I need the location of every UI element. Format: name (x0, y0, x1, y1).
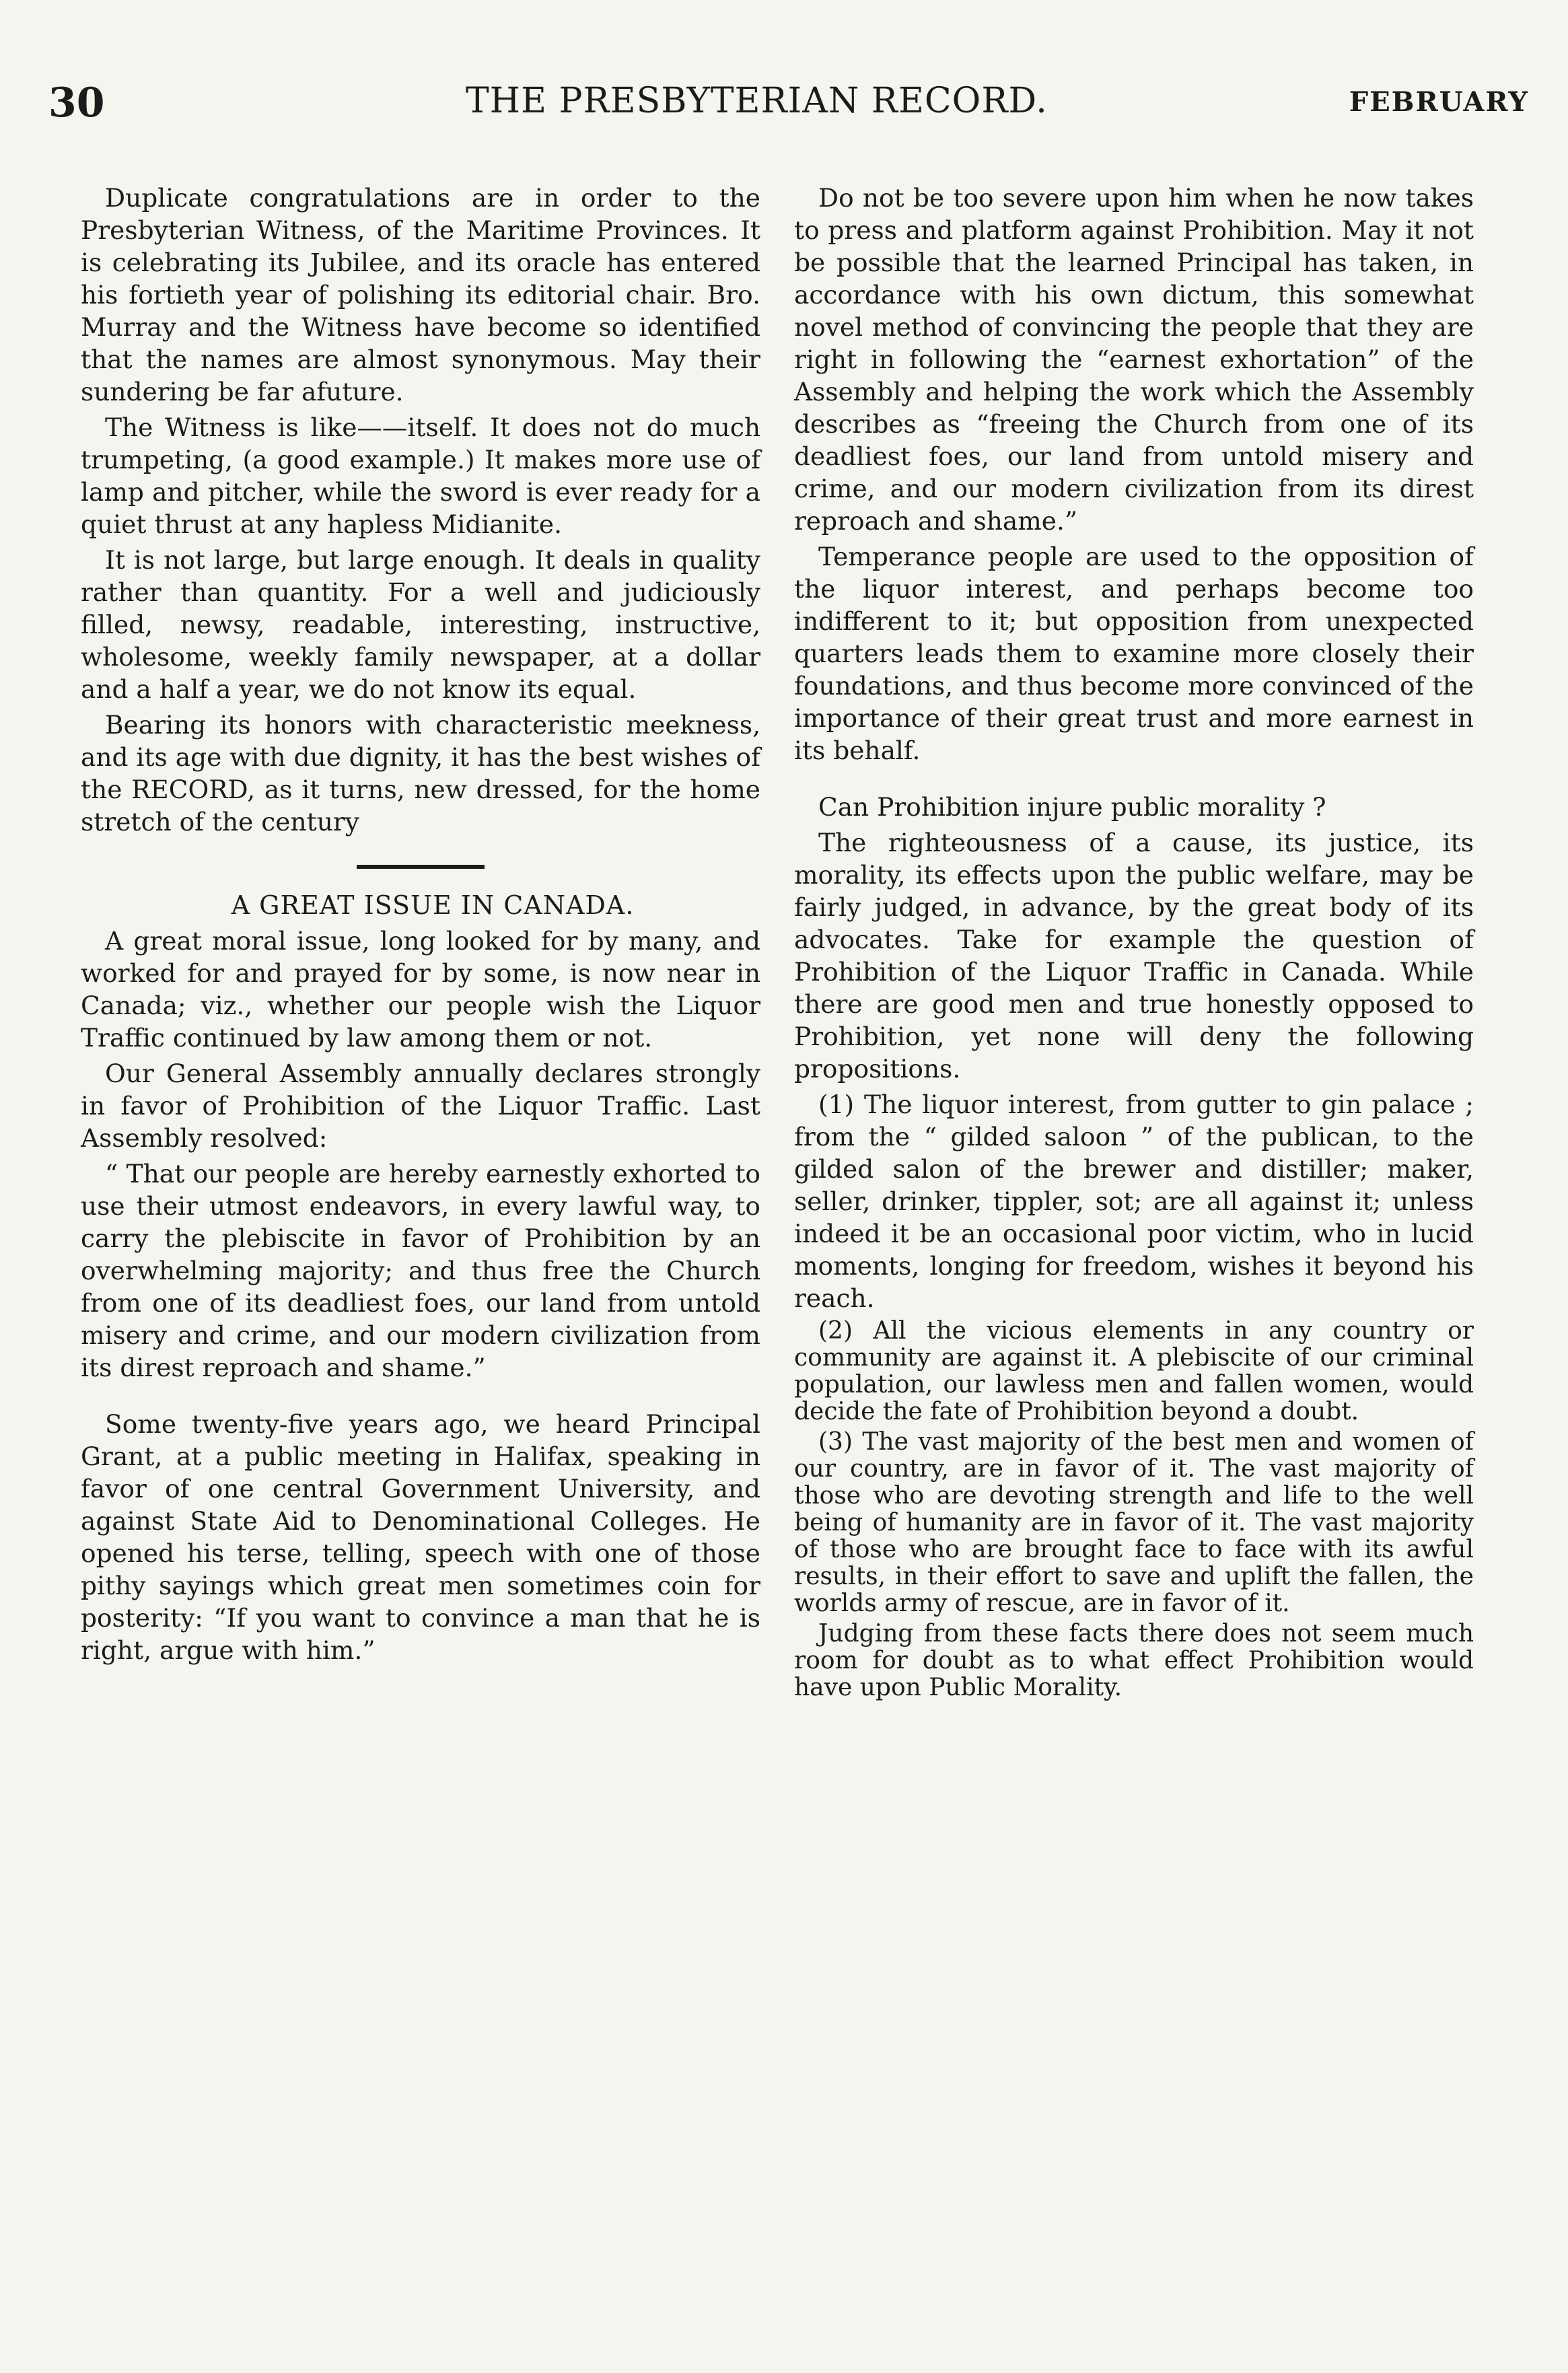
paragraph: It is not large, but large enough. It deals in quality rather than quantity. For a well and judiciously filled, newsy, readable, interesting, instructive, wholesome, weekly family newspaper, at a dollar and a half a year, we do not know its equal. (81, 545, 760, 704)
proposition-3: (3) The vast majority of the best men and women of our country, are in favor of it. The vast majority of those who are devoting strength and life to the well being of humanity are in favor of it. The vast majority of those who are brought face to face with its awful results, in their effort to save and uplift the fallen, the worlds army of rescue, are in favor of it. (794, 1428, 1474, 1617)
paragraph: Our General Assembly annually declares strongly in favor of Prohibition of the Liquor Traffic. Last Assembly resolved: (81, 1059, 760, 1153)
section-title: A GREAT ISSUE IN CANADA. (231, 890, 635, 920)
paragraph: A great moral issue, long looked for by many, and worked for and prayed for by some, is now near in Canada; viz., whether our people wish the Liquor Traffic continued by law among them or not. (81, 926, 760, 1053)
subheading-question: Can Prohibition injure public morality ? (818, 792, 1326, 822)
paragraph: Bearing its honors with characteristic meekness, and its age with due dignity, it has the best wishes of the RECORD, as it turns, new dressed, for the home stretch of the century (81, 710, 760, 837)
left-column (81, 182, 760, 1666)
right-column (794, 182, 1474, 1701)
proposition-1: (1) The liquor interest, from gutter to gin palace ; from the “ gilded saloon ” of the publican, to the gilded salon of the brewer and distiller; maker, seller, drinker, tippler, sot; are all against it; unless indeed it be an occasional poor victim, who in lucid moments, longing for freedom, wishes it beyond his reach. (794, 1090, 1474, 1313)
paragraph: Do not be too severe upon him when he now takes to press and platform against Prohibition. May it not be possible that the learned Principal has taken, in accordance with his own dictum, this somewhat novel method of convincing the people that they are right in following the “earnest exhortation” of the Assembly and helping the work which the Assembly describes as “freeing the Church from one of its deadliest foes, our land from untold misery and crime, and our modern civilization from its direst reproach and shame.” (794, 183, 1474, 536)
paragraph: The righteousness of a cause, its justice, its morality, its effects upon the public welfare, may be fairly judged, in advance, by the great body of its advocates. Take for example the question of Prohibition of the Liquor Traffic in Canada. While there are good men and true honestly opposed to Prohibition, yet none will deny the following propositions. (794, 828, 1474, 1084)
running-title: THE PRESBYTERIAN RECORD. (466, 81, 1048, 121)
section-divider (357, 865, 485, 869)
quoted-resolution: “ That our people are hereby earnestly exhorted to use their utmost endeavors, in every lawful way, to carry the plebiscite in favor of Prohibition by an overwhelming majority; and thus free the Church from one of its deadliest foes, our land from untold misery and crime, and our modern civilization from its direst reproach and shame.” (81, 1159, 760, 1382)
running-month: FEBRUARY (1349, 86, 1529, 118)
paragraph: The Witness is like——itself. It does not do much trumpeting, (a good example.) It makes more use of lamp and pitcher, while the sword is ever ready for a quiet thrust at any hapless Midianite. (81, 413, 760, 539)
page-number: 30 (48, 79, 105, 127)
proposition-2: (2) All the vicious elements in any country or community are against it. A plebiscite of our criminal population, our lawless men and fallen women, would decide the fate of Prohibition beyond a doubt. (794, 1317, 1474, 1425)
page-header (48, 79, 1529, 147)
paragraph: Duplicate congratulations are in order to the Presbyterian Witness, of the Maritime Provinces. It is celebrating its Jubilee, and its oracle has entered his fortieth year of polishing its editorial chair. Bro. Murray and the Witness have become so identified that the names are almost synonymous. May their sundering be far afuture. (81, 183, 760, 406)
paragraph: Judging from these facts there does not seem much room for doubt as to what effect Prohibition would have upon Public Morality. (794, 1620, 1474, 1701)
paragraph: Some twenty-five years ago, we heard Principal Grant, at a public meeting in Halifax, speaking in favor of one central Government University, and against State Aid to Denominational Colleges. He opened his terse, telling, speech with one of those pithy sayings which great men sometimes coin for posterity: “If you want to convince a man that he is right, argue with him.” (81, 1409, 760, 1665)
paragraph: Temperance people are used to the opposition of the liquor interest, and perhaps become too indifferent to it; but opposition from unexpected quarters leads them to examine more closely their foundations, and thus become more convinced of the importance of their great trust and more earnest in its behalf. (794, 542, 1474, 765)
